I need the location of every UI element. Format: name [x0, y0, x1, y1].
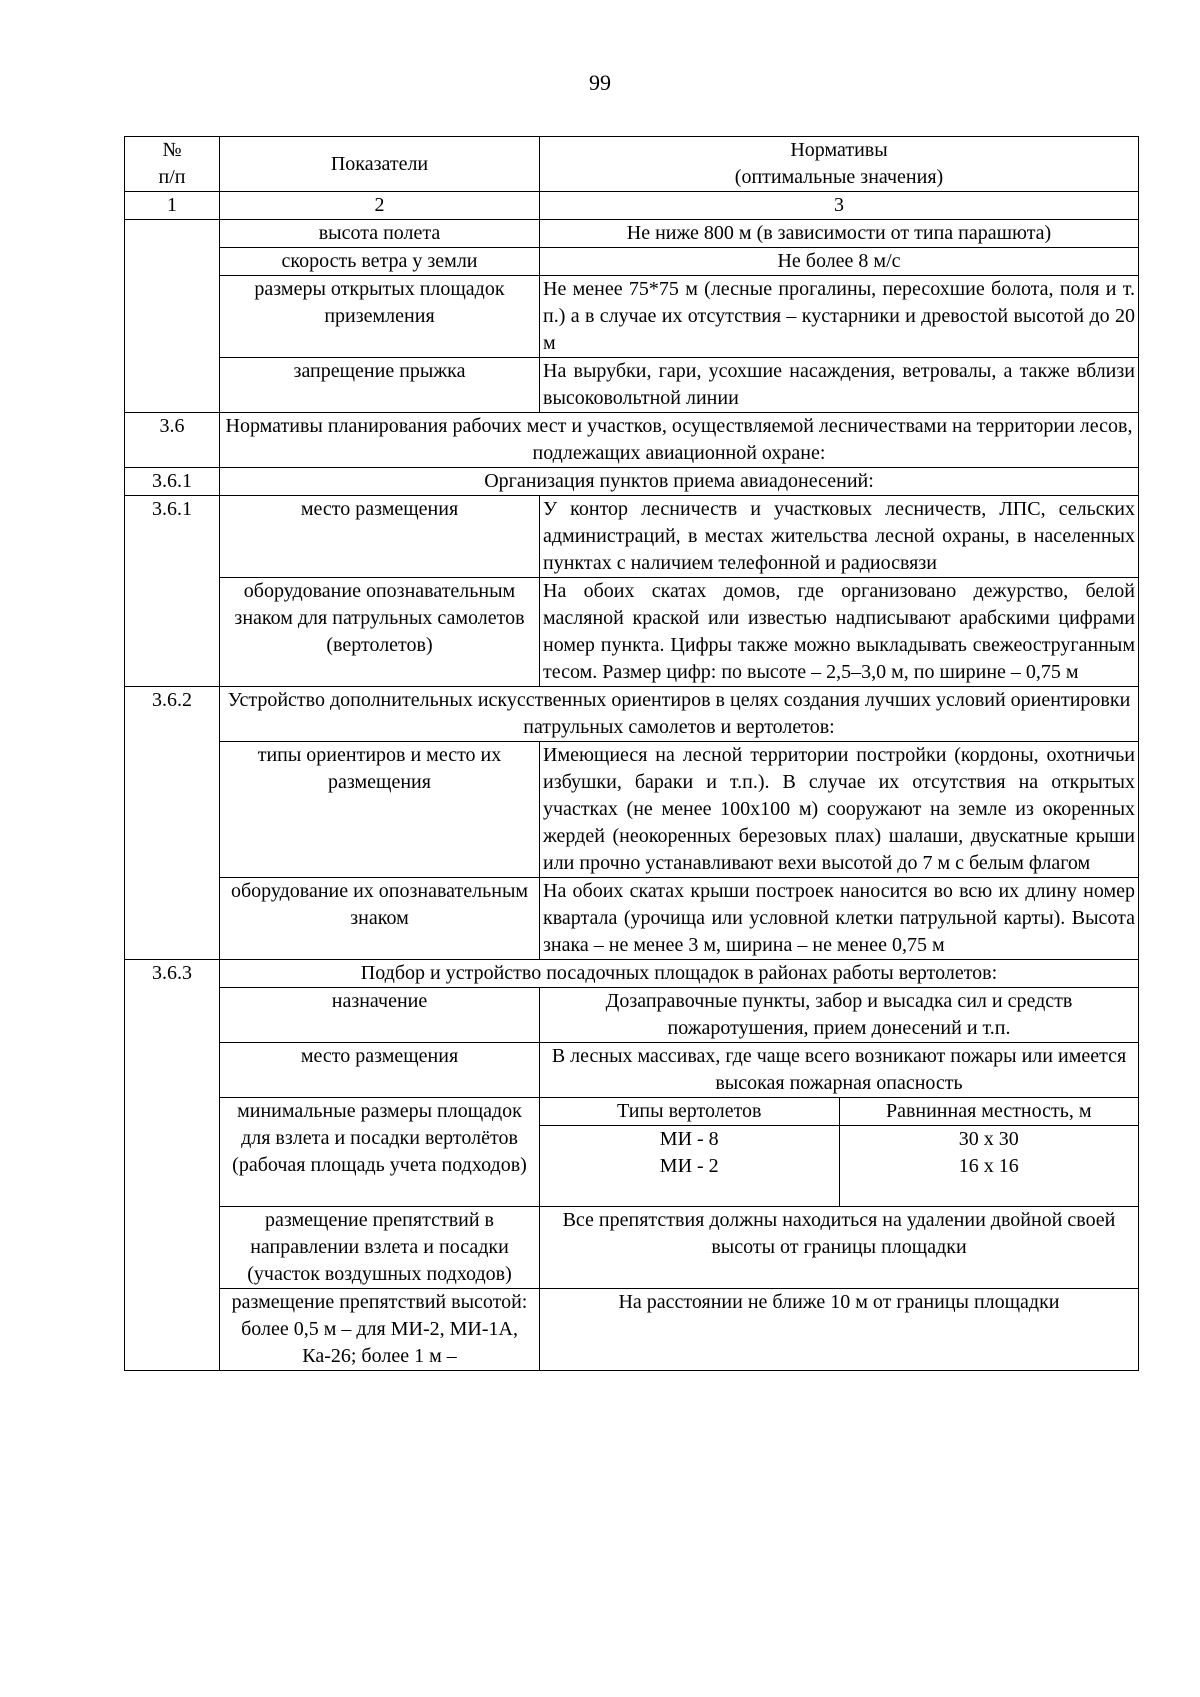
section-row — [125, 468, 1139, 496]
indicator-cell: высота полета — [220, 220, 540, 248]
section-row — [125, 413, 1139, 468]
indicator-cell: оборудование опознавательным знаком для патрульных самолетов (вертолетов) — [220, 578, 540, 687]
norm-cell: На вырубки, гари, усохшие насаждения, ветровалы, а также вблизи высоковольтной линии — [540, 358, 1139, 413]
section-number: 3.6.1 — [125, 468, 220, 496]
number-cell — [125, 220, 220, 413]
section-title: Нормативы планирования рабочих мест и участков, осуществляемой лесничествами на территории лесов, подлежащих авиационной охране: — [220, 413, 1139, 468]
section-row — [125, 960, 1139, 988]
plain-terrain-header: Равнинная местность, м — [839, 1098, 1138, 1126]
norm-cell: Все препятствия должны находиться на удалении двойной своей высоты от границы площадки — [540, 1207, 1139, 1289]
table-row — [125, 496, 1139, 578]
plain-terrain-sizes: 30 х 30 16 х 16 — [958, 1128, 1019, 1177]
indicator-cell: размещение препятствий высотой: более 0,5 м – для МИ-2, МИ-1А, Ка-26; более 1 м – — [220, 1289, 540, 1371]
table-row — [125, 878, 1139, 960]
table-row — [125, 578, 1139, 687]
norms-table — [124, 136, 1139, 1371]
column-number-3: 3 — [540, 192, 1139, 220]
table-row — [125, 1207, 1139, 1289]
indicator-cell: размещение препятствий в направлении взлета и посадки (участок воздушных подходов) — [220, 1207, 540, 1289]
table-row — [125, 1043, 1139, 1098]
table-row — [125, 358, 1139, 413]
header-indicators: Показатели — [220, 137, 540, 192]
section-title: Подбор и устройство посадочных площадок в районах работы вертолетов: — [220, 960, 1139, 988]
column-numbers-row — [125, 192, 1139, 220]
norm-cell: На расстоянии не ближе 10 м от границы площадки — [540, 1289, 1139, 1371]
helicopter-sizes-table — [540, 1098, 1138, 1206]
header-norms: Нормативы (оптимальные значения) — [540, 137, 1139, 192]
helicopter-sizes-cell — [540, 1098, 1139, 1207]
section-number: 3.6.3 — [125, 960, 220, 1371]
table-row — [125, 742, 1139, 878]
table-row — [125, 1289, 1139, 1371]
helicopter-types-header: Типы вертолетов — [540, 1098, 839, 1126]
indicator-cell: запрещение прыжка — [220, 358, 540, 413]
table-row — [125, 248, 1139, 276]
norm-cell: В лесных массивах, где чаще всего возникают пожары или имеется высокая пожарная опасность — [540, 1043, 1139, 1098]
table-header-row — [125, 137, 1139, 192]
table-row — [125, 276, 1139, 358]
table-row — [125, 1098, 1139, 1207]
column-number-2: 2 — [220, 192, 540, 220]
column-number-1: 1 — [125, 192, 220, 220]
indicator-cell: назначение — [220, 988, 540, 1043]
norm-cell: На обоих скатах домов, где организовано дежурство, белой масляной краской или известью надписывают арабскими цифрами номер пункта. Цифры также можно выкладывать свежеоструганным тесом. Размер цифр: по высоте – 2,5–3,0 м, по ширине – 0,75 м — [540, 578, 1139, 687]
norm-cell: На обоих скатах крыши построек наносится во всю их длину номер квартала (урочища или условной клетки патрульной карты). Высота знака – не менее 3 м, ширина – не менее 0,75 м — [540, 878, 1139, 960]
section-number: 3.6 — [125, 413, 220, 468]
number-cell: 3.6.1 — [125, 496, 220, 687]
norm-cell: Не ниже 800 м (в зависимости от типа парашюта) — [540, 220, 1139, 248]
section-title: Устройство дополнительных искусственных ориентиров в целях создания лучших условий ориентировки патрульных самолетов и вертолетов: — [220, 687, 1139, 742]
header-number: № п/п — [125, 137, 220, 192]
indicator-cell: скорость ветра у земли — [220, 248, 540, 276]
indicator-cell: типы ориентиров и место их размещения — [220, 742, 540, 878]
section-number: 3.6.2 — [125, 687, 220, 960]
section-row — [125, 687, 1139, 742]
indicator-cell: оборудование их опознавательным знаком — [220, 878, 540, 960]
indicator-cell: место размещения — [220, 496, 540, 578]
norm-cell: Имеющиеся на лесной территории постройки (кордоны, охотничьи избушки, бараки и т.п.). В случае их отсутствия на открытых участках (не менее 100х100 м) сооружают на земле из окоренных жердей (неокоренных березовых плах) шалаши, двускатные крыши или прочно устанавливают вехи высотой до 7 м с белым флагом — [540, 742, 1139, 878]
page-number: 99 — [589, 70, 611, 95]
norm-cell: У контор лесничеств и участковых лесничеств, ЛПС, сельских администраций, в местах жительства лесной охраны, в населенных пунктах с наличием телефонной и радиосвязи — [540, 496, 1139, 578]
indicator-cell: минимальные размеры площадок для взлета и посадки вертолётов (рабочая площадь учета подходов) — [220, 1098, 540, 1207]
norm-cell: Не менее 75*75 м (лесные прогалины, пересохшие болота, поля и т. п.) а в случае их отсутствия – кустарники и древостой высотой до 20 м — [540, 276, 1139, 358]
table-row — [125, 220, 1139, 248]
section-title: Организация пунктов приема авиадонесений: — [220, 468, 1139, 496]
indicator-cell: место размещения — [220, 1043, 540, 1098]
indicator-cell: размеры открытых площадок приземления — [220, 276, 540, 358]
helicopter-types: МИ - 8 МИ - 2 — [540, 1126, 839, 1207]
norm-cell: Не более 8 м/с — [540, 248, 1139, 276]
norm-cell: Дозаправочные пункты, забор и высадка сил и средств пожаротушения, прием донесений и т.п. — [540, 988, 1139, 1043]
table-row — [125, 988, 1139, 1043]
